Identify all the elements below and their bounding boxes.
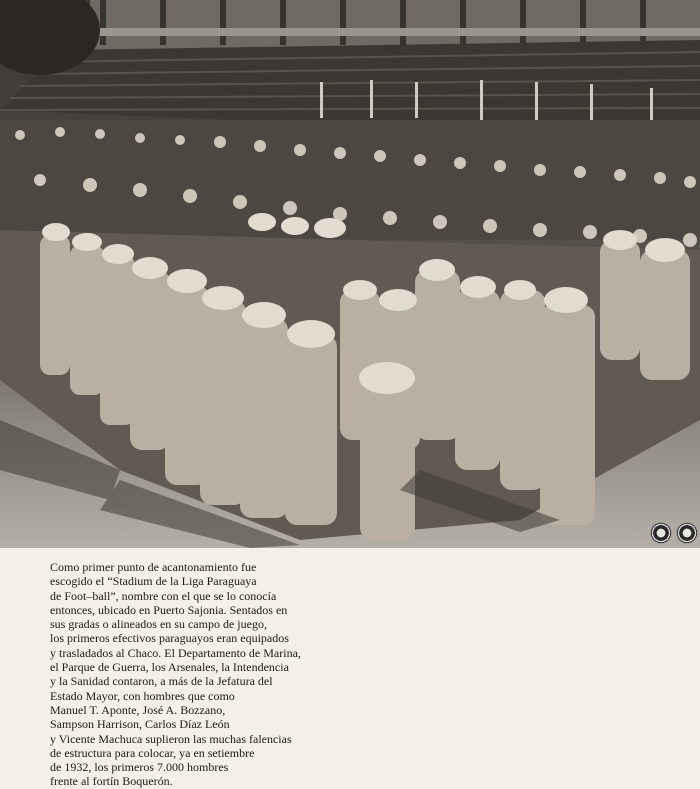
troop-rows-back <box>0 120 700 240</box>
caption-line: de Foot–ball”, nombre con el que se lo conocía <box>50 588 277 603</box>
caption-line: y la Sanidad contaron, a más de la Jefatura del <box>50 674 273 689</box>
caption-line: el Parque de Guerra, los Arsenales, la Intendencia <box>50 660 289 675</box>
caption-line: Sampson Harrison, Carlos Díaz León <box>50 717 230 732</box>
photo-caption <box>50 560 340 789</box>
caption-line: escogido el “Stadium de la Liga Paraguaya <box>50 574 257 589</box>
caption-line: y trasladados al Chaco. El Departamento de Marina, <box>50 645 301 660</box>
stamp-icon <box>677 523 697 543</box>
caption-line: Estado Mayor, con hombres que como <box>50 688 235 703</box>
caption-line: sus gradas o alineados en su campo de juego, <box>50 617 267 632</box>
grandstand-rail <box>90 28 700 36</box>
caption-line: de estructura para colocar, ya en setiembre <box>50 745 255 760</box>
caption-line: Como primer punto de acantonamiento fue <box>50 560 257 574</box>
caption-line: frente al fortín Boquerón. <box>50 774 173 789</box>
caption-line: los primeros efectivos paraguayos eran equipados <box>50 631 289 646</box>
caption-line: y Vicente Machuca suplieron las muchas falencias <box>50 731 292 746</box>
caption-line: Manuel T. Aponte, José A. Bozzano, <box>50 702 226 717</box>
caption-line: de 1932, los primeros 7.000 hombres <box>50 760 229 775</box>
caption-line: entonces, ubicado en Puerto Sajonia. Sentados en <box>50 602 288 617</box>
stamp-icon <box>651 523 671 543</box>
